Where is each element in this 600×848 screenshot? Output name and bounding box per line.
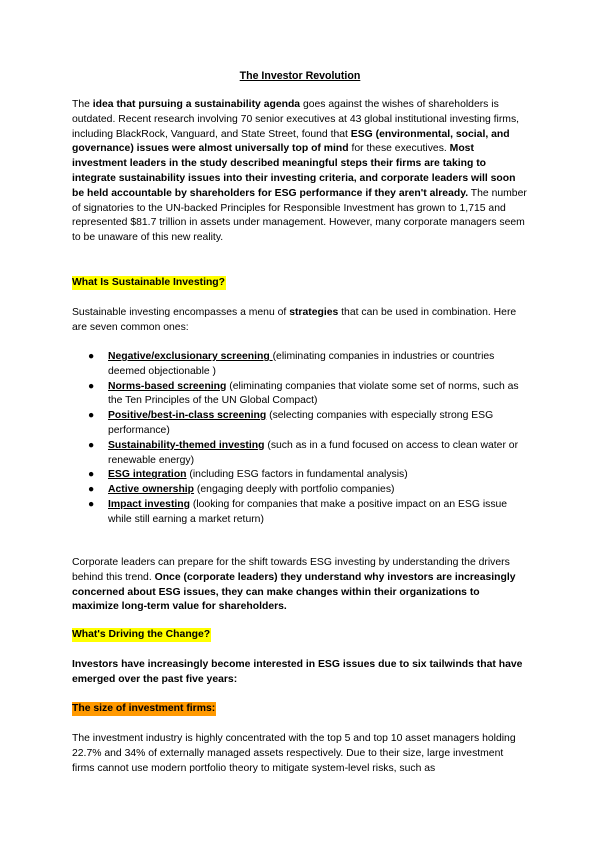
text-run: Corporate leaders can prepare for the shift towards ESG investing by understanding the drivers behind this trend. <box>72 557 510 583</box>
strategy-term: Positive/best-in-class screening <box>108 410 267 422</box>
strategy-description: (including ESG factors in fundamental analysis) <box>186 469 408 481</box>
tailwinds-text: Investors have increasingly become interested in ESG issues due to six tailwinds that have emerged over the past five years: <box>72 659 523 685</box>
bullet-icon: ● <box>88 484 95 496</box>
strategy-description: (selecting companies with especially strong ESG performance) <box>108 410 494 436</box>
list-item <box>72 468 528 483</box>
section-heading: What Is Sustainable Investing? <box>72 277 225 288</box>
list-item <box>72 498 528 528</box>
size-text: The investment industry is highly concentrated with the top 5 and top 10 asset managers holding 22.7% and 34% of externally managed assets respectively. Due to their size, large investment firms cannot use modern portfolio theory to mitigate system-level risks, such as <box>72 733 516 774</box>
bold-run: ESG (environmental, social, and governance) issues were almost universally top of mind <box>72 128 510 155</box>
strategy-term: Norms-based screening <box>108 380 227 392</box>
section-heading: What's Driving the Change? <box>72 629 211 640</box>
strategy-description: (looking for companies that make a positive impact on an ESG issue while still earning a market return) <box>108 498 508 525</box>
strategy-term: Active ownership <box>108 484 195 496</box>
strategy-term: Impact investing <box>108 498 190 510</box>
strategies-intro-paragraph <box>72 306 528 336</box>
strategy-term: ESG integration <box>108 469 187 481</box>
bold-run: idea that pursuing a sustainability agenda <box>92 99 301 110</box>
list-item <box>72 483 528 498</box>
bold-run: strategies <box>289 307 339 318</box>
list-item <box>72 409 528 439</box>
bold-run: Once (corporate leaders) they understand why investors are increasingly concerned about ESG issues, they can make changes within their organizations to maximize long-term value for shareholders. <box>72 571 516 613</box>
bullet-icon: ● <box>88 469 95 481</box>
list-item <box>72 380 528 410</box>
list-item <box>72 350 528 380</box>
strategy-term: Sustainability-themed investing <box>108 439 265 451</box>
intro-paragraph <box>72 98 528 246</box>
strategy-description: (engaging deeply with portfolio companies) <box>194 484 395 496</box>
subsection-heading: The size of investment firms: <box>72 703 216 714</box>
bullet-icon: ● <box>88 498 95 510</box>
strategy-term: Negative/exclusionary screening <box>108 351 273 362</box>
strategies-list <box>72 350 528 528</box>
text-run: for these executives. <box>348 143 450 155</box>
corporate-text <box>72 556 528 615</box>
size-paragraph <box>72 732 528 776</box>
heading-sustainable-investing <box>72 276 528 291</box>
strategy-description: (eliminating companies that violate some set of norms, such as the Ten Principles of the UN Global Compact) <box>108 380 519 407</box>
bullet-icon: ● <box>88 439 95 451</box>
bullet-icon: ● <box>88 410 95 422</box>
strategy-description: (eliminating companies in industries or countries deemed objectionable ) <box>108 351 495 377</box>
corporate-paragraph <box>72 556 528 615</box>
text-run: The number of signatories to the UN-backed Principles for Responsible Investment has grown to 1,715 and represented $81.7 trillion in assets under management. However, many corporate managers seem to be unaware of this new reality. <box>72 187 527 244</box>
text-run: that can be used in combination. Here are seven common ones: <box>72 307 517 333</box>
bullet-icon: ● <box>88 351 95 362</box>
bold-run: Most investment leaders in the study described meaningful steps their firms are taking to integrate sustainability issues into their investing criteria, and corporate leaders will soon be held accountable by shareholders for ESG performance if they aren't already. <box>72 143 516 199</box>
list-item <box>72 439 528 469</box>
tailwinds-paragraph <box>72 658 528 688</box>
strategy-description: (such as in a fund focused on access to clean water or renewable energy) <box>108 439 519 466</box>
heading-size <box>72 702 528 717</box>
document-title: The Investor Revolution <box>239 70 361 82</box>
heading-driving-change <box>72 628 528 643</box>
text-run: goes against the wishes of shareholders is outdated. Recent research involving 70 senior executives at 43 global institutional investing firms, including BlackRock, Vanguard, and State Street, found that <box>72 99 520 140</box>
text-run: The <box>72 99 93 110</box>
bullet-icon: ● <box>88 380 95 392</box>
strategies-intro-text <box>72 306 528 336</box>
text-run: Sustainable investing encompasses a menu of <box>72 307 290 318</box>
intro-text <box>72 98 528 246</box>
